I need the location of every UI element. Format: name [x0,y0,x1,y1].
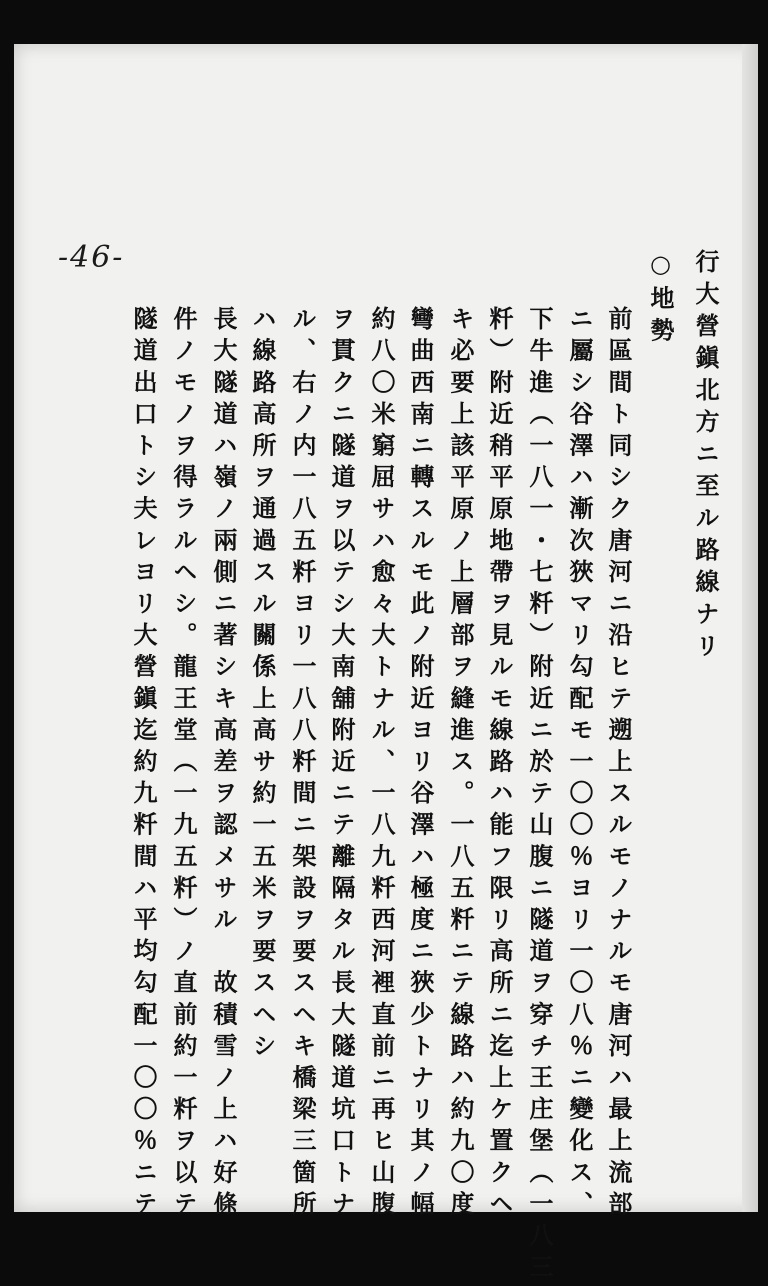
text-column-8: 彎曲西南ニ轉スルモ此ノ附近ヨリ谷澤ハ極度ニ狹少トナリ其ノ幅 [406,306,435,1223]
text-column-15: 隧道出口トシ夫レヨリ大營鎭迄約九粁間ハ平均勾配一〇〇％ニテ [129,306,158,1223]
document-page [14,44,758,1286]
section-heading: ○地勢 [646,249,675,349]
page-number: -46- [58,240,125,275]
text-column-1: 行大營鎭北方ニ至ル路線ナリ [691,249,720,665]
text-column-11: ル、右ノ内一八五粁ヨリ一八八粁間ニ架設ヲ要スヘキ橋梁三箇所 [288,306,317,1223]
text-column-12: ハ線路高所ヲ通過スル關係上高サ約一五米ヲ要スヘシ [248,306,277,1065]
text-column-14: 件ノモノヲ得ラルヘシ。龍王堂（一九五粁）ノ直前約一粁ヲ以テ [169,306,198,1223]
text-column-4: ニ屬シ谷澤ハ漸次狹マリ勾配モ一〇〇％ヨリ一〇八％ニ變化ス、 [565,306,594,1223]
text-column-10: ヲ貫クニ隧道ヲ以テシ大南舖附近ニテ離隔タル長大隧道坑口トナ [327,306,356,1223]
text-column-9: 約八〇米窮屈サハ愈々大トナル、一八九粁西河裡直前ニ再ヒ山腹 [367,306,396,1223]
text-column-6: 粁）附近稍平原地帶ヲ見ルモ線路ハ能フ限リ高所ニ迄上ケ置クヘ [485,306,514,1223]
text-column-13: 長大隧道ハ嶺ノ兩側ニ著シキ高差ヲ認メサル 故積雪ノ上ハ好條 [209,306,238,1223]
text-column-7: キ必要上該平原ノ上層部ヲ縫進ス。一八五粁ニテ線路ハ約九〇度 [446,306,475,1223]
text-column-5: 下牛進（一八一・七粁）附近ニ於テ山腹ニ隧道ヲ穿チ王庄堡（一八三 [525,306,554,1286]
text-column-3: 前區間ト同シク唐河ニ沿ヒテ遡上スルモノナルモ唐河ハ最上流部 [604,306,633,1223]
page-edge [742,44,758,1212]
